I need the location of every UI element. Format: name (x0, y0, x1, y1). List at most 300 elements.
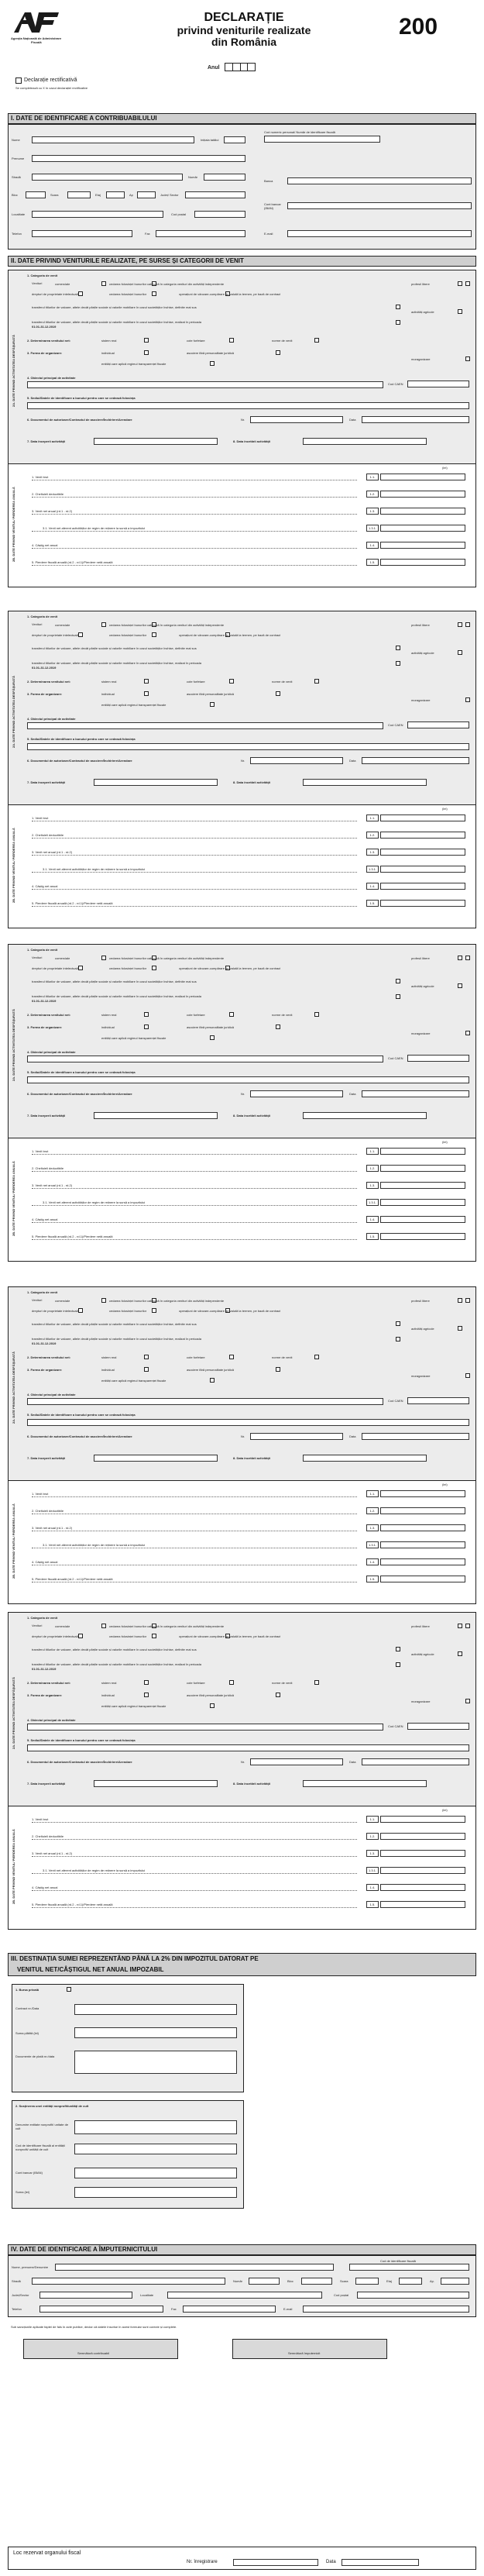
suma2-label: Suma (lei) (15, 2190, 30, 2194)
option-checkbox[interactable] (458, 983, 462, 988)
sediu-input[interactable] (27, 402, 469, 409)
imp-bloc-input[interactable] (301, 2278, 332, 2285)
prenume-input[interactable] (32, 155, 245, 162)
caen-input[interactable] (407, 1723, 469, 1730)
row3-entitati-checkbox[interactable] (210, 361, 215, 366)
signature-imputernicit-label: Semnătură împuternicit (288, 2351, 321, 2355)
option-checkbox[interactable] (458, 650, 462, 655)
nr-input[interactable] (250, 1758, 343, 1765)
suma2-input[interactable] (74, 2187, 237, 2198)
option-label: drepturi de proprietate intelectuală (32, 1634, 79, 1638)
section3-title-line1: III. DESTINAȚIA SUMEI REPREZENTÂND PÂNĂ LA 2% DIN IMPOZITUL DATORAT PE (11, 1955, 259, 1962)
income-row-label: 3. Venit net anual (rd.1 - rd.2) (32, 1182, 357, 1189)
income-row-value[interactable] (380, 849, 465, 856)
option-checkbox[interactable] (458, 309, 462, 314)
row3-asociere-checkbox[interactable] (276, 1367, 280, 1372)
cod-postal-input[interactable] (194, 211, 245, 218)
transfer2-label: transferul titlurilor de valoare, altele decât părțile sociale și valorile mobiliare în cazul societăților închise, realizat în perioada (32, 661, 201, 665)
transfer2-checkbox[interactable] (396, 320, 400, 325)
signature-contribuabil-box[interactable] (23, 2339, 178, 2359)
footer-data-label: Data (326, 2560, 336, 2564)
iban-input[interactable] (74, 2168, 237, 2178)
row2-option-label: sistem real (101, 1013, 117, 1017)
iban-label: Cont bancar (IBAN) (15, 2171, 43, 2175)
cnp-input[interactable] (264, 136, 380, 143)
income-row-label: 2. Cheltuieli deductibile (32, 1507, 357, 1514)
income-row-code: 1.3. (366, 1182, 379, 1189)
section4-title: IV. DATE DE IDENTIFICARE A ÎMPUTERNICITULUI (8, 2244, 476, 2255)
bursa-title: 1. Bursa privată (15, 1988, 39, 1992)
income-row-label: 2. Cheltuieli deductibile (32, 1165, 357, 1172)
label-nume: Nume (12, 138, 20, 142)
option-checkbox[interactable] (78, 632, 83, 637)
income-row-label: 2. Cheltuieli deductibile (32, 491, 357, 498)
contract-label: Contract nr./Data (15, 2006, 39, 2010)
option-checkbox[interactable] (458, 281, 462, 286)
row3-opt-asociere: asociere fără personalitate juridică (187, 1025, 234, 1029)
transfer1-label: transferul titlurilor de valoare, altele decât părțile sociale și valorile mobiliare în cazul societăților închise, definite mai sus (32, 980, 197, 983)
data-input[interactable] (362, 757, 469, 764)
row7-label: 7. Data începerii activității (27, 1114, 66, 1118)
strada-input[interactable] (32, 174, 183, 181)
option-checkbox[interactable] (78, 1308, 83, 1313)
lei-label: (lei) (442, 807, 448, 811)
row2-option-checkbox[interactable] (229, 679, 234, 684)
income-row-value[interactable] (380, 1901, 465, 1908)
income-row-value[interactable] (380, 1833, 465, 1840)
income-row-label: 3. Venit net anual (rd.1 - rd.2) (32, 849, 357, 856)
income-row-value[interactable] (380, 491, 465, 498)
row2-option-label: norme de venit (272, 339, 293, 343)
activitate-input[interactable] (27, 1398, 383, 1405)
income-row-value[interactable] (380, 1507, 465, 1514)
rectificativa-label: Declarație rectificativă (24, 77, 77, 83)
option-checkbox[interactable] (465, 281, 470, 286)
row3-entitati-checkbox[interactable] (210, 702, 215, 707)
income-row-value[interactable] (380, 1490, 465, 1497)
income-row-code: 1.4. (366, 1216, 379, 1223)
block-2a-panel (9, 270, 475, 464)
row2-option-checkbox[interactable] (144, 1680, 149, 1685)
transfer2-label: transferul titlurilor de valoare, altele decât părțile sociale și valorile mobiliare în cazul societăților închise, realizat în perioada (32, 320, 201, 324)
row3-opt-asociere: asociere fără personalitate juridică (187, 1693, 234, 1697)
row3-individual-checkbox[interactable] (144, 1367, 149, 1372)
row8-label: 8. Data încetării activității (233, 1782, 271, 1786)
row3-individual-checkbox[interactable] (144, 1025, 149, 1029)
row3-reorg-checkbox[interactable] (465, 1699, 470, 1703)
ap-input[interactable] (137, 191, 156, 198)
nr-label: Nr. (241, 418, 245, 422)
option-checkbox[interactable] (152, 632, 156, 637)
imp-numar-input[interactable] (249, 2278, 280, 2285)
caen-label: Cod CAEN (388, 382, 403, 386)
imp-judet-input[interactable] (39, 2292, 132, 2299)
data-input[interactable] (362, 1090, 469, 1097)
option-checkbox[interactable] (101, 622, 106, 627)
nr-label: Nr. (241, 759, 245, 763)
option-checkbox[interactable] (101, 1624, 106, 1628)
row2-label: 2. Determinarea venitului net: (27, 1013, 71, 1017)
option-label: cedarea folosinței bunurilor (109, 633, 147, 637)
row3-entitati-checkbox[interactable] (210, 1035, 215, 1040)
option-checkbox[interactable] (101, 281, 106, 286)
option-checkbox[interactable] (458, 1651, 462, 1656)
data-input[interactable] (362, 1758, 469, 1765)
transfer1-label: transferul titlurilor de valoare, altele decât părțile sociale și valorile mobiliare în cazul societăților închise, definite mai sus (32, 1648, 197, 1651)
transfer1-checkbox[interactable] (396, 1647, 400, 1651)
option-label: activități agricole (411, 984, 434, 988)
option-label: operațiuni de vânzare-cumpărare de valută la termen, pe bază de contract (179, 1309, 281, 1313)
transfer2-checkbox[interactable] (396, 994, 400, 999)
row3-reorg-checkbox[interactable] (465, 1373, 470, 1378)
activitate-input[interactable] (27, 381, 383, 388)
row3-opt-individual: individual (101, 692, 115, 696)
row6-label: 6. Documentul de autorizare/Contractul de asociere/Închiriere/Arendare (27, 1760, 132, 1764)
transfer2-period: 01.01-31.12.2019 (32, 1341, 57, 1345)
imp-ap-input[interactable] (441, 2278, 469, 2285)
income-row-code: 1.5. (366, 900, 379, 907)
income-row-label: 1. Venit brut (32, 474, 357, 480)
row3-asociere-checkbox[interactable] (276, 691, 280, 696)
income-row-label: 4. Câștig net anual (32, 1216, 357, 1223)
data-incepere-input[interactable] (94, 779, 218, 786)
side-label-2b: 2B. DATE PRIVIND VENITUL/ PIERDEREA ANUALĂ (12, 487, 15, 563)
row3-asociere-checkbox[interactable] (276, 1025, 280, 1029)
imp-nume-label: Nume, prenume/Denumire (12, 2265, 49, 2269)
imp-localitate-input[interactable] (167, 2292, 322, 2299)
income-row-value[interactable] (380, 1850, 465, 1857)
income-row-value[interactable] (380, 474, 465, 480)
income-row-code: 1.4. (366, 883, 379, 890)
imp-cif-input[interactable] (349, 2264, 469, 2271)
row2-option-checkbox[interactable] (314, 1355, 319, 1359)
option-label: drepturi de proprietate intelectuală (32, 966, 79, 970)
option-label: cedarea folosinței bunurilor (109, 1634, 147, 1638)
row2-option-checkbox[interactable] (229, 1012, 234, 1017)
row3-individual-checkbox[interactable] (144, 1693, 149, 1697)
income-row-value[interactable] (380, 1524, 465, 1531)
row3-opt-entitati: entități care aplică regimul transparenței fiscale (101, 1704, 166, 1708)
caen-label: Cod CAEN (388, 723, 403, 727)
section1-panel (8, 124, 476, 250)
imp-strada-input[interactable] (32, 2278, 225, 2285)
cont-input[interactable] (287, 202, 472, 209)
option-label: cedarea folosinței bunurilor calificată în categoria venituri din activități independente (109, 1299, 225, 1303)
imp-nume-input[interactable] (55, 2264, 334, 2271)
sursa-label: Venituri (32, 1298, 43, 1302)
banca-input[interactable] (287, 177, 472, 184)
income-row-code: 1.2. (366, 832, 379, 839)
option-label: comerciale (55, 623, 70, 627)
option-checkbox[interactable] (78, 1634, 83, 1638)
income-row-value[interactable] (380, 1558, 465, 1565)
option-checkbox[interactable] (152, 291, 156, 296)
row3-reorg-checkbox[interactable] (465, 356, 470, 361)
title-line3: din România (211, 36, 276, 48)
option-checkbox[interactable] (458, 622, 462, 627)
denumire-input[interactable] (74, 2120, 237, 2134)
nr-input[interactable] (250, 1433, 343, 1440)
option-label: cedarea folosinței bunurilor calificată în categoria venituri din activități independente (109, 1624, 225, 1628)
data-incetare-input[interactable] (303, 779, 427, 786)
footer-nr-input[interactable] (233, 2559, 318, 2566)
side-label-2b: 2B. DATE PRIVIND VENITUL/ PIERDEREA ANUALĂ (12, 828, 15, 904)
row5-label: 5. Sediul/Datele de identificare a bunului pentru care se cedează folosința (27, 1738, 136, 1742)
caen-input[interactable] (407, 1055, 469, 1062)
income-row-value[interactable] (380, 1216, 465, 1223)
income-row-value[interactable] (380, 832, 465, 839)
data-incepere-input[interactable] (94, 1780, 218, 1787)
sediu-input[interactable] (27, 1076, 469, 1083)
income-row-value[interactable] (380, 1148, 465, 1155)
sursa-label: Venituri (32, 956, 43, 959)
row3-reorg-checkbox[interactable] (465, 697, 470, 702)
transfer1-checkbox[interactable] (396, 979, 400, 983)
imp-fax-input[interactable] (183, 2306, 276, 2313)
imp-email-input[interactable] (303, 2306, 469, 2313)
option-checkbox[interactable] (465, 1624, 470, 1628)
income-row-label: 3.1. Venit net aferent activităților de regim de reținere la sursă a impozitului (32, 525, 357, 532)
option-checkbox[interactable] (78, 966, 83, 970)
imp-bloc-label: Bloc (287, 2279, 293, 2283)
row2-option-label: sistem real (101, 1355, 117, 1359)
row2-option-label: cote forfetare (187, 1681, 205, 1685)
income-row-label: 1. Venit brut (32, 1148, 357, 1155)
income-row-code: 1.3. (366, 1524, 379, 1531)
scara-input[interactable] (67, 191, 91, 198)
judet-input[interactable] (185, 191, 245, 198)
imp-cod-postal-label: Cod poștal (334, 2293, 349, 2297)
imp-cod-postal-input[interactable] (357, 2292, 469, 2299)
income-row-value[interactable] (380, 508, 465, 515)
row3-individual-checkbox[interactable] (144, 691, 149, 696)
etaj-input[interactable] (106, 191, 125, 198)
income-row-value[interactable] (380, 1884, 465, 1891)
suma-input[interactable] (74, 2027, 237, 2038)
side-label-2a: 2A. DATE PRIVIND ACTIVITATEA DESFĂȘURATĂ (12, 1009, 15, 1082)
income-row-code: 1.3.1. (366, 1199, 379, 1206)
row3-opt-reorg: moraganizare (411, 1031, 431, 1035)
data-input[interactable] (362, 416, 469, 423)
income-row-value[interactable] (380, 866, 465, 873)
option-checkbox[interactable] (465, 956, 470, 960)
caen-input[interactable] (407, 721, 469, 728)
income-row-value[interactable] (380, 900, 465, 907)
transfer2-period: 01.01-31.12.2019 (32, 999, 57, 1003)
data-incetare-input[interactable] (303, 438, 427, 445)
activitate-input[interactable] (27, 722, 383, 729)
row2-option-checkbox[interactable] (314, 1680, 319, 1685)
row2-option-checkbox[interactable] (144, 1355, 149, 1359)
sediu-input[interactable] (27, 1744, 469, 1751)
income-row-code: 1.2. (366, 491, 379, 498)
row3-opt-entitati: entități care aplică regimul transparenței fiscale (101, 703, 166, 707)
imp-scara-input[interactable] (355, 2278, 379, 2285)
data-incepere-input[interactable] (94, 438, 218, 445)
row2-option-checkbox[interactable] (229, 1355, 234, 1359)
data-incetare-input[interactable] (303, 1112, 427, 1119)
option-checkbox[interactable] (152, 966, 156, 970)
income-row-value[interactable] (380, 883, 465, 890)
row2-option-label: cote forfetare (187, 1013, 205, 1017)
income-row-value[interactable] (380, 1182, 465, 1189)
sustinere-title: 2. Susținerea unei entități nonprofit/unități de cult (15, 2104, 89, 2108)
transfer2-checkbox[interactable] (396, 1662, 400, 1667)
row2-option-checkbox[interactable] (314, 338, 319, 343)
block-title: 1. Categoria de venit (27, 1290, 58, 1294)
option-label: drepturi de proprietate intelectuală (32, 1309, 79, 1313)
sediu-input[interactable] (27, 743, 469, 750)
email-input[interactable] (287, 230, 472, 237)
row3-entitati-checkbox[interactable] (210, 1703, 215, 1708)
option-checkbox[interactable] (101, 956, 106, 960)
income-row-label: 5. Pierdere fiscală anuală (rd.2 - rd.1)/Pierdere netă anuală (32, 1901, 357, 1908)
row8-label: 8. Data încetării activității (233, 780, 271, 784)
data-incepere-input[interactable] (94, 1455, 218, 1462)
row3-asociere-checkbox[interactable] (276, 1693, 280, 1697)
row2-option-checkbox[interactable] (314, 679, 319, 684)
income-row-code: 1.2. (366, 1507, 379, 1514)
block-title: 1. Categoria de venit (27, 615, 58, 618)
numar-input[interactable] (204, 174, 245, 181)
option-checkbox[interactable] (458, 1624, 462, 1628)
imp-telefon-label: Telefon (12, 2307, 22, 2311)
caen-input[interactable] (407, 1397, 469, 1404)
sursa-label: Venituri (32, 281, 43, 285)
activitate-input[interactable] (27, 1724, 383, 1731)
initiala-input[interactable] (224, 136, 245, 143)
transfer2-checkbox[interactable] (396, 1337, 400, 1341)
imp-etaj-input[interactable] (399, 2278, 422, 2285)
row2-option-checkbox[interactable] (144, 338, 149, 343)
row2-option-checkbox[interactable] (229, 1680, 234, 1685)
bloc-input[interactable] (26, 191, 46, 198)
income-row-value[interactable] (380, 542, 465, 549)
imp-telefon-input[interactable] (39, 2306, 163, 2313)
row3-entitati-checkbox[interactable] (210, 1378, 215, 1383)
nr-label: Nr. (241, 1092, 245, 1096)
cif-input[interactable] (74, 2144, 237, 2154)
label-judet: Județ/ Sector (160, 193, 179, 197)
lei-label: (lei) (442, 1808, 448, 1812)
label-localitate: Localitate (12, 212, 26, 216)
income-row-label: 3.1. Venit net aferent activităților de regim de reținere la sursă a impozitului (32, 1541, 357, 1548)
block-title: 1. Categoria de venit (27, 274, 58, 277)
footer-panel (8, 2547, 476, 2570)
option-checkbox[interactable] (101, 1298, 106, 1303)
income-row-label: 1. Venit brut (32, 1816, 357, 1823)
nr-input[interactable] (250, 416, 343, 423)
income-row-value[interactable] (380, 1233, 465, 1240)
section4-panel (8, 2255, 476, 2317)
transfer1-checkbox[interactable] (396, 1321, 400, 1326)
income-row-value[interactable] (380, 814, 465, 821)
row2-label: 2. Determinarea venitului net: (27, 1355, 71, 1359)
option-checkbox[interactable] (78, 291, 83, 296)
documente-label: Documente de plată nr./data (15, 2054, 55, 2058)
income-row-label: 5. Pierdere fiscală anuală (rd.2 - rd.1)/Pierdere netă anuală (32, 559, 357, 566)
data-input[interactable] (362, 1433, 469, 1440)
row2-option-checkbox[interactable] (314, 1012, 319, 1017)
row3-reorg-checkbox[interactable] (465, 1031, 470, 1035)
option-label: cedarea folosinței bunurilor (109, 1309, 147, 1313)
transfer1-checkbox[interactable] (396, 305, 400, 309)
option-checkbox[interactable] (458, 1298, 462, 1303)
contract-input[interactable] (74, 2004, 237, 2015)
row2-option-checkbox[interactable] (144, 679, 149, 684)
option-checkbox[interactable] (458, 956, 462, 960)
option-label: profesii libere (411, 623, 430, 627)
documente-input[interactable] (74, 2051, 237, 2074)
footer-data-input[interactable] (342, 2559, 419, 2566)
activitate-input[interactable] (27, 1056, 383, 1062)
income-row-value[interactable] (380, 559, 465, 566)
option-checkbox[interactable] (458, 1326, 462, 1331)
nr-input[interactable] (250, 1090, 343, 1097)
row2-option-checkbox[interactable] (229, 338, 234, 343)
income-row-value[interactable] (380, 525, 465, 532)
sursa-label: Venituri (32, 1624, 43, 1627)
label-etaj: Etaj (95, 193, 101, 197)
income-row-value[interactable] (380, 1576, 465, 1582)
fax-input[interactable] (156, 230, 245, 237)
income-row-value[interactable] (380, 1199, 465, 1206)
rectificativa-checkbox[interactable] (15, 77, 22, 84)
signature-imputernicit-box[interactable] (232, 2339, 387, 2359)
year-input[interactable] (225, 63, 256, 71)
telefon-input[interactable] (32, 230, 132, 237)
income-row-value[interactable] (380, 1867, 465, 1874)
data-incetare-input[interactable] (303, 1455, 427, 1462)
option-checkbox[interactable] (465, 622, 470, 627)
sediu-input[interactable] (27, 1419, 469, 1426)
option-checkbox[interactable] (152, 1308, 156, 1313)
data-incepere-input[interactable] (94, 1112, 218, 1119)
transfer2-checkbox[interactable] (396, 661, 400, 666)
transfer1-label: transferul titlurilor de valoare, altele decât părțile sociale și valorile mobiliare în cazul societăților închise, definite mai sus (32, 1322, 197, 1326)
option-label: comerciale (55, 1299, 70, 1303)
income-row-label: 5. Pierdere fiscală anuală (rd.2 - rd.1)/Pierdere netă anuală (32, 1576, 357, 1582)
option-checkbox[interactable] (465, 1298, 470, 1303)
option-label: activități agricole (411, 1652, 434, 1656)
option-checkbox[interactable] (152, 1634, 156, 1638)
transfer1-checkbox[interactable] (396, 646, 400, 650)
row3-asociere-checkbox[interactable] (276, 350, 280, 355)
row6-label: 6. Documentul de autorizare/Contractul de asociere/Închiriere/Arendare (27, 1434, 132, 1438)
income-row-value[interactable] (380, 1165, 465, 1172)
nume-input[interactable] (32, 136, 194, 143)
row2-option-checkbox[interactable] (144, 1012, 149, 1017)
income-row-value[interactable] (380, 1541, 465, 1548)
income-row-label: 3. Venit net anual (rd.1 - rd.2) (32, 508, 357, 515)
agency-name-line1: Agenția Națională de Administrare (11, 36, 62, 40)
localitate-input[interactable] (32, 211, 163, 218)
data-incetare-input[interactable] (303, 1780, 427, 1787)
signature-contribuabil-label: Semnătură contribuabil (77, 2351, 110, 2355)
row3-individual-checkbox[interactable] (144, 350, 149, 355)
caen-label: Cod CAEN (388, 1724, 403, 1728)
nr-input[interactable] (250, 757, 343, 764)
lei-label: (lei) (442, 1140, 448, 1144)
row3-opt-reorg: moraganizare (411, 1700, 431, 1703)
bursa-checkbox[interactable] (67, 1987, 71, 1992)
footer-nr-label: Nr. înregistrare (187, 2560, 218, 2564)
income-row-value[interactable] (380, 1816, 465, 1823)
row4-label: 4. Obiectul principal de activitate (27, 1393, 76, 1396)
row2-option-label: cote forfetare (187, 680, 205, 684)
caen-input[interactable] (407, 381, 469, 387)
year-label: Anul (208, 65, 220, 71)
